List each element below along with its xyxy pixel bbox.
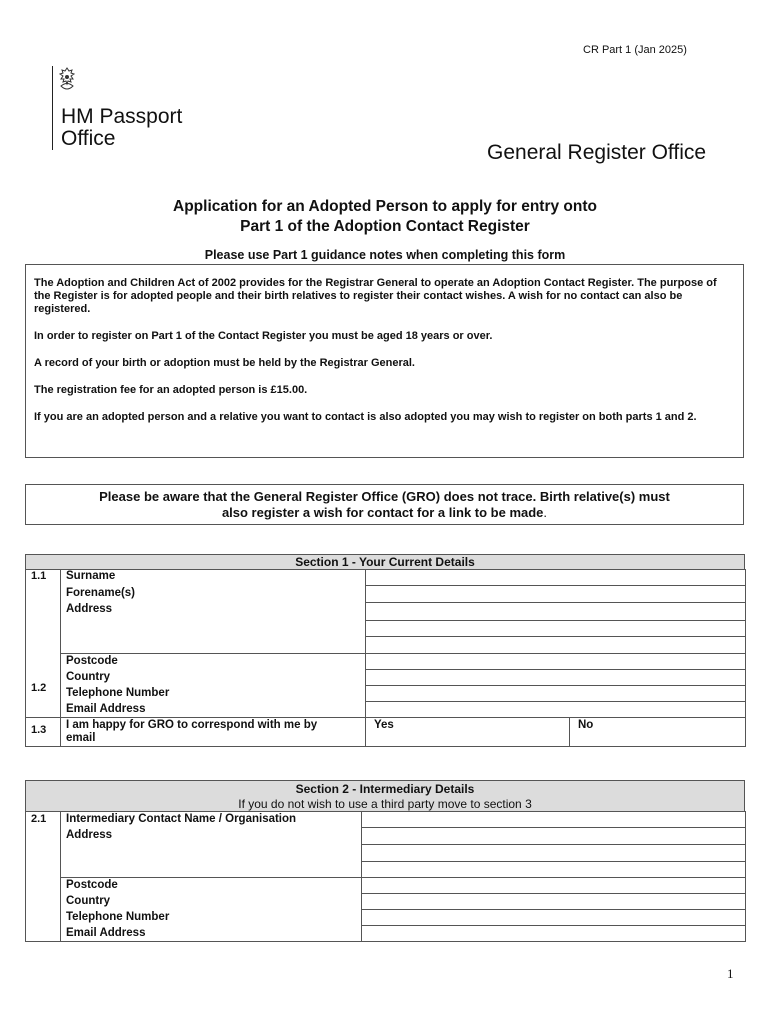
intro-paragraph-5: If you are an adopted person and a relative you want to contact is also adopted you may wish to register on both parts 1 and 2. [34,411,697,423]
section-1-bottom-border [25,746,746,747]
hm-passport-office-logo [61,106,182,150]
forenames-label: Forename(s) [66,587,136,599]
section-2-left-border [25,811,26,942]
country-label: Country [66,671,111,683]
notice-line-1: Please be aware that the General Register Office (GRO) does not trace. Birth relative(s) must [99,489,670,504]
section-1-right-border [745,569,746,747]
intro-paragraph-4: The registration fee for an adopted person is £15.00. [34,384,308,396]
intro-paragraph-3: A record of your birth or adoption must be held by the Registrar General. [34,357,415,369]
intermediary-email-input[interactable] [362,926,745,941]
section-2-heading [25,780,745,812]
intro-paragraph-1: The Adoption and Children Act of 2002 provides for the Registrar General to operate an Adoption Contact Register. The purpose of the Register is for adopted people and their birth relatives to register their contact wishes. A wish for no contact can also be registered. [34,277,717,315]
intermediary-postcode-input[interactable] [362,878,745,893]
notice-line-2 [26,505,743,521]
email-consent-no-option[interactable] [570,718,745,746]
intermediary-postcode-label: Postcode [66,879,118,891]
intermediary-address-label: Address [66,829,113,841]
intermediary-telephone-label: Telephone Number [66,911,170,923]
logo-line-2: Office [61,127,116,150]
intermediary-name-input[interactable] [362,812,745,827]
form-subtitle: Please use Part 1 guidance notes when completing this form [204,248,566,262]
section-1-label-separator [60,653,366,654]
notice-line-2-text: also register a wish for contact for a link to be made [221,505,544,520]
postcode-input[interactable] [366,654,745,669]
no-label: No [578,719,594,731]
gro-notice-box [25,484,744,525]
address-label: Address [66,603,113,615]
intermediary-address-input-line-1[interactable] [362,828,745,844]
address-input-line-3[interactable] [366,637,745,653]
email-consent-line-2: email [66,732,96,744]
intro-box [25,264,744,458]
address-input-line-2[interactable] [366,621,745,636]
form-title-line-1: Application for an Adopted Person to apply for entry onto [173,198,597,215]
surname-label: Surname [66,570,116,582]
section-2-heading-text: Section 2 - Intermediary Details [295,782,475,796]
email-consent-yes-option[interactable] [366,718,569,746]
telephone-input[interactable] [366,686,745,701]
intermediary-email-label: Email Address [66,927,146,939]
email-input[interactable] [366,702,745,717]
royal-crest-icon [55,66,79,96]
office-title: General Register Office [487,141,707,164]
section-1-heading [25,554,745,570]
item-number-1-2: 1.2 [31,682,47,694]
intermediary-telephone-input[interactable] [362,910,745,925]
item-number-1-1: 1.1 [31,570,47,582]
intermediary-country-input[interactable] [362,894,745,909]
section-1-number-divider [60,569,61,747]
intermediary-name-label: Intermediary Contact Name / Organisation [66,813,297,825]
form-title [0,197,770,237]
address-input-line-1[interactable] [366,603,745,620]
intro-paragraph-2: In order to register on Part 1 of the Contact Register you must be aged 18 years or over. [34,330,493,342]
intermediary-address-input-line-3[interactable] [362,862,745,877]
section-1-left-border [25,569,26,747]
section-1-heading-text: Section 1 - Your Current Details [295,555,475,569]
email-label: Email Address [66,703,146,715]
item-number-2-1: 2.1 [31,813,47,825]
email-consent-line-1: I am happy for GRO to correspond with me by [66,719,318,731]
form-title-line-2: Part 1 of the Adoption Contact Register [240,218,530,235]
yes-label: Yes [374,719,394,731]
country-input[interactable] [366,670,745,685]
logo-divider [52,66,53,150]
telephone-label: Telephone Number [66,687,170,699]
notice-period: . [543,505,548,520]
item-number-1-3: 1.3 [31,724,47,736]
intermediary-address-input-line-2[interactable] [362,845,745,861]
intermediary-country-label: Country [66,895,111,907]
postcode-label: Postcode [66,655,118,667]
form-reference: CR Part 1 (Jan 2025) [583,44,687,56]
section-2-label-separator [60,877,362,878]
surname-input[interactable] [366,570,745,585]
page-number: 1 [727,966,734,981]
section-2-bottom-border [25,941,746,942]
forenames-input[interactable] [366,586,745,602]
logo-line-1: HM Passport [61,105,183,128]
email-consent-label [66,719,317,745]
section-1-label-separator [25,717,366,718]
section-2-subheading: If you do not wish to use a third party move to section 3 [238,797,532,811]
